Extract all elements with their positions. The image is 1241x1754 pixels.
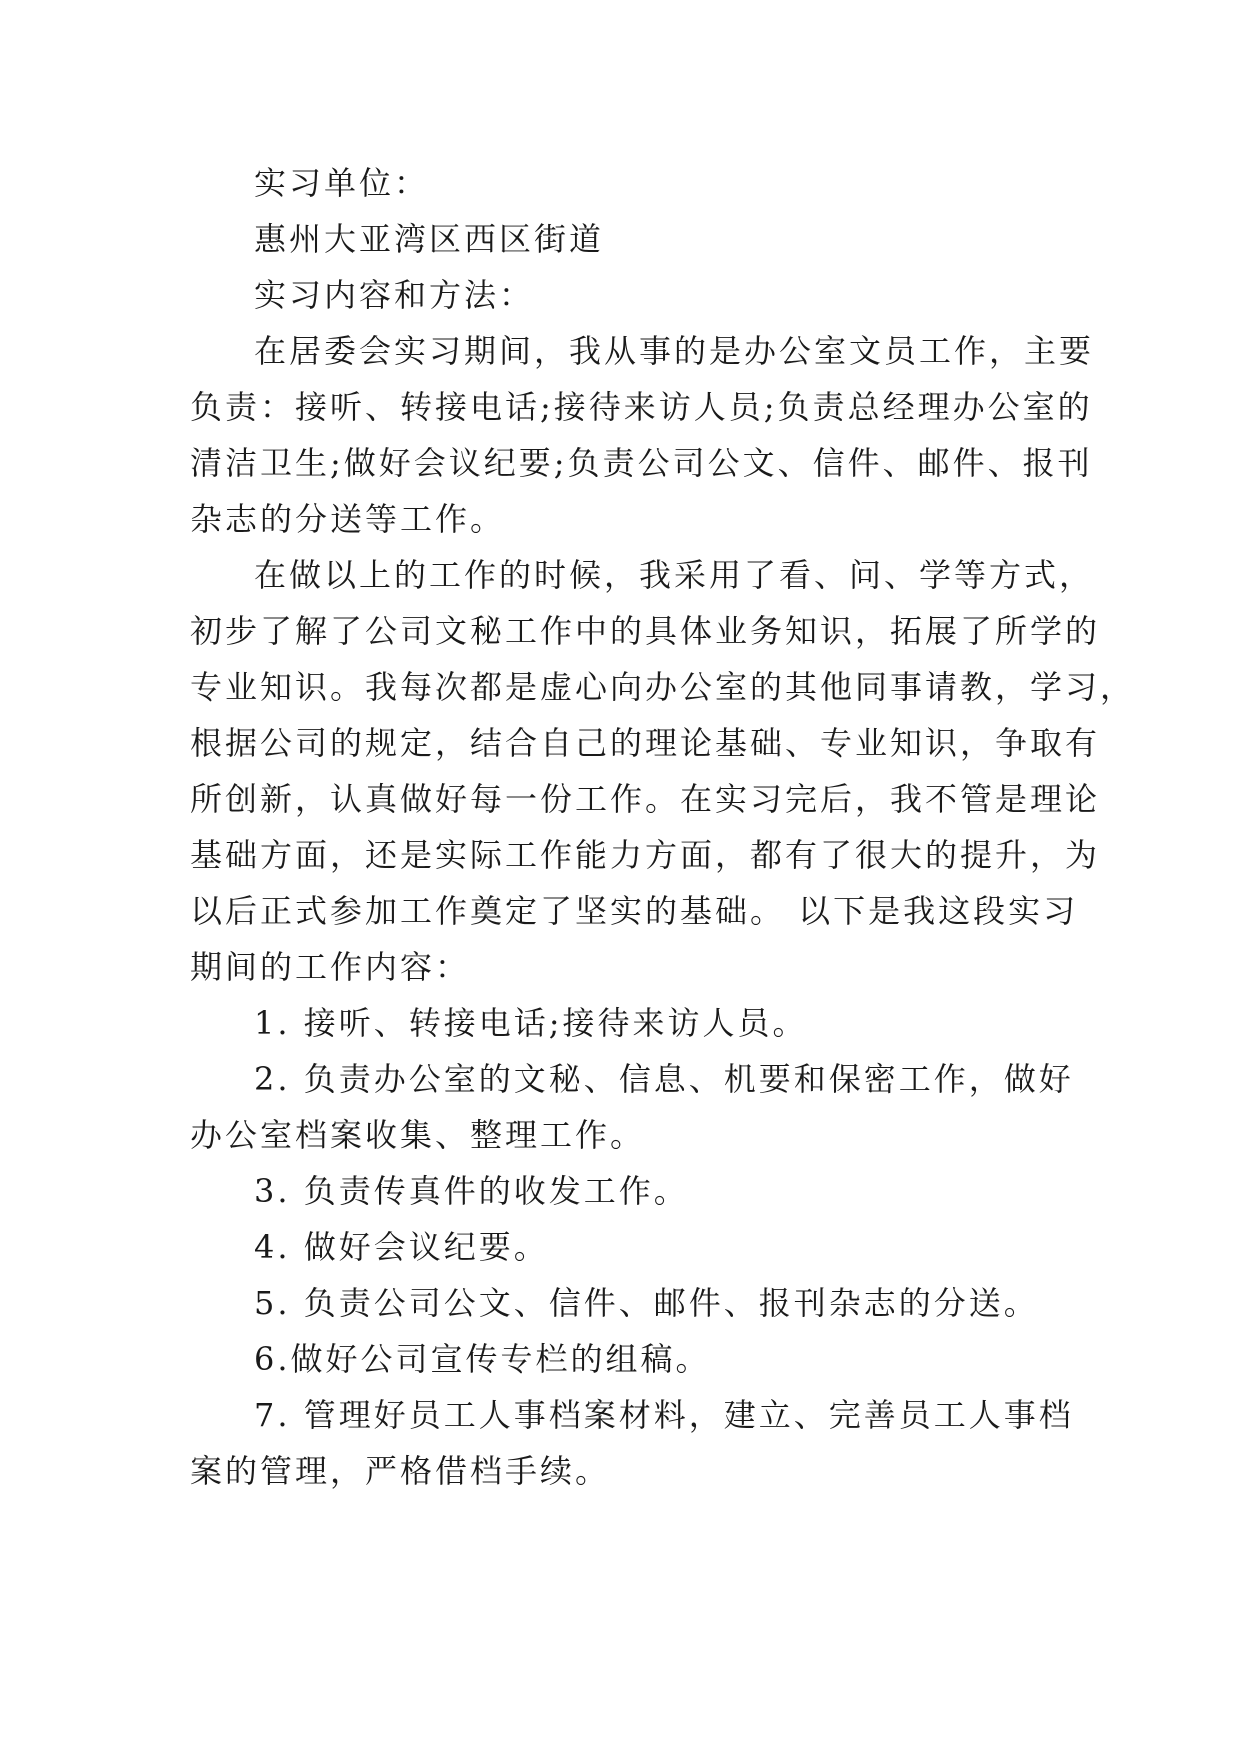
paragraph-line: 在做以上的工作的时候，我采用了看、问、学等方式， — [254, 556, 1095, 594]
list-item: 3. 负责传真件的收发工作。 — [254, 1172, 689, 1210]
paragraph-line: 所创新，认真做好每一份工作。在实习完后，我不管是理论 — [190, 780, 1101, 818]
internship-unit-value: 惠州大亚湾区西区街道 — [254, 220, 605, 258]
paragraph-line: 以后正式参加工作奠定了坚实的基础。 以下是我这段实习 — [190, 892, 1079, 930]
paragraph-line: 杂志的分送等工作。 — [190, 500, 506, 538]
paragraph-line: 清洁卫生;做好会议纪要;负责公司公文、信件、邮件、报刊 — [190, 444, 1093, 482]
list-item: 6.做好公司宣传专栏的组稿。 — [254, 1340, 711, 1378]
document-body — [190, 155, 1136, 1499]
paragraph-line: 负责：接听、转接电话;接待来访人员;负责总经理办公室的 — [190, 388, 1093, 426]
paragraph-line: 在居委会实习期间，我从事的是办公室文员工作，主要 — [254, 332, 1095, 370]
paragraph-line: 根据公司的规定，结合自己的理论基础、专业知识，争取有 — [190, 724, 1101, 762]
paragraph-line: 初步了解了公司文秘工作中的具体业务知识，拓展了所学的 — [190, 612, 1101, 650]
list-item-continuation: 案的管理，严格借档手续。 — [190, 1452, 611, 1490]
paragraph-line: 专业知识。我每次都是虚心向办公室的其他同事请教，学习， — [190, 668, 1136, 706]
label-content-method: 实习内容和方法： — [254, 276, 535, 314]
list-item: 4. 做好会议纪要。 — [254, 1228, 549, 1266]
list-item-continuation: 办公室档案收集、整理工作。 — [190, 1116, 646, 1154]
label-internship-unit: 实习单位： — [254, 164, 430, 202]
paragraph-line: 基础方面，还是实际工作能力方面，都有了很大的提升，为 — [190, 836, 1101, 874]
list-item: 2. 负责办公室的文秘、信息、机要和保密工作，做好 — [254, 1060, 1074, 1098]
list-item: 7. 管理好员工人事档案材料，建立、完善员工人事档 — [254, 1396, 1074, 1434]
list-item: 5. 负责公司公文、信件、邮件、报刊杂志的分送。 — [254, 1284, 1039, 1322]
list-item: 1. 接听、转接电话;接待来访人员。 — [254, 1004, 808, 1042]
paragraph-line: 期间的工作内容： — [190, 948, 471, 986]
